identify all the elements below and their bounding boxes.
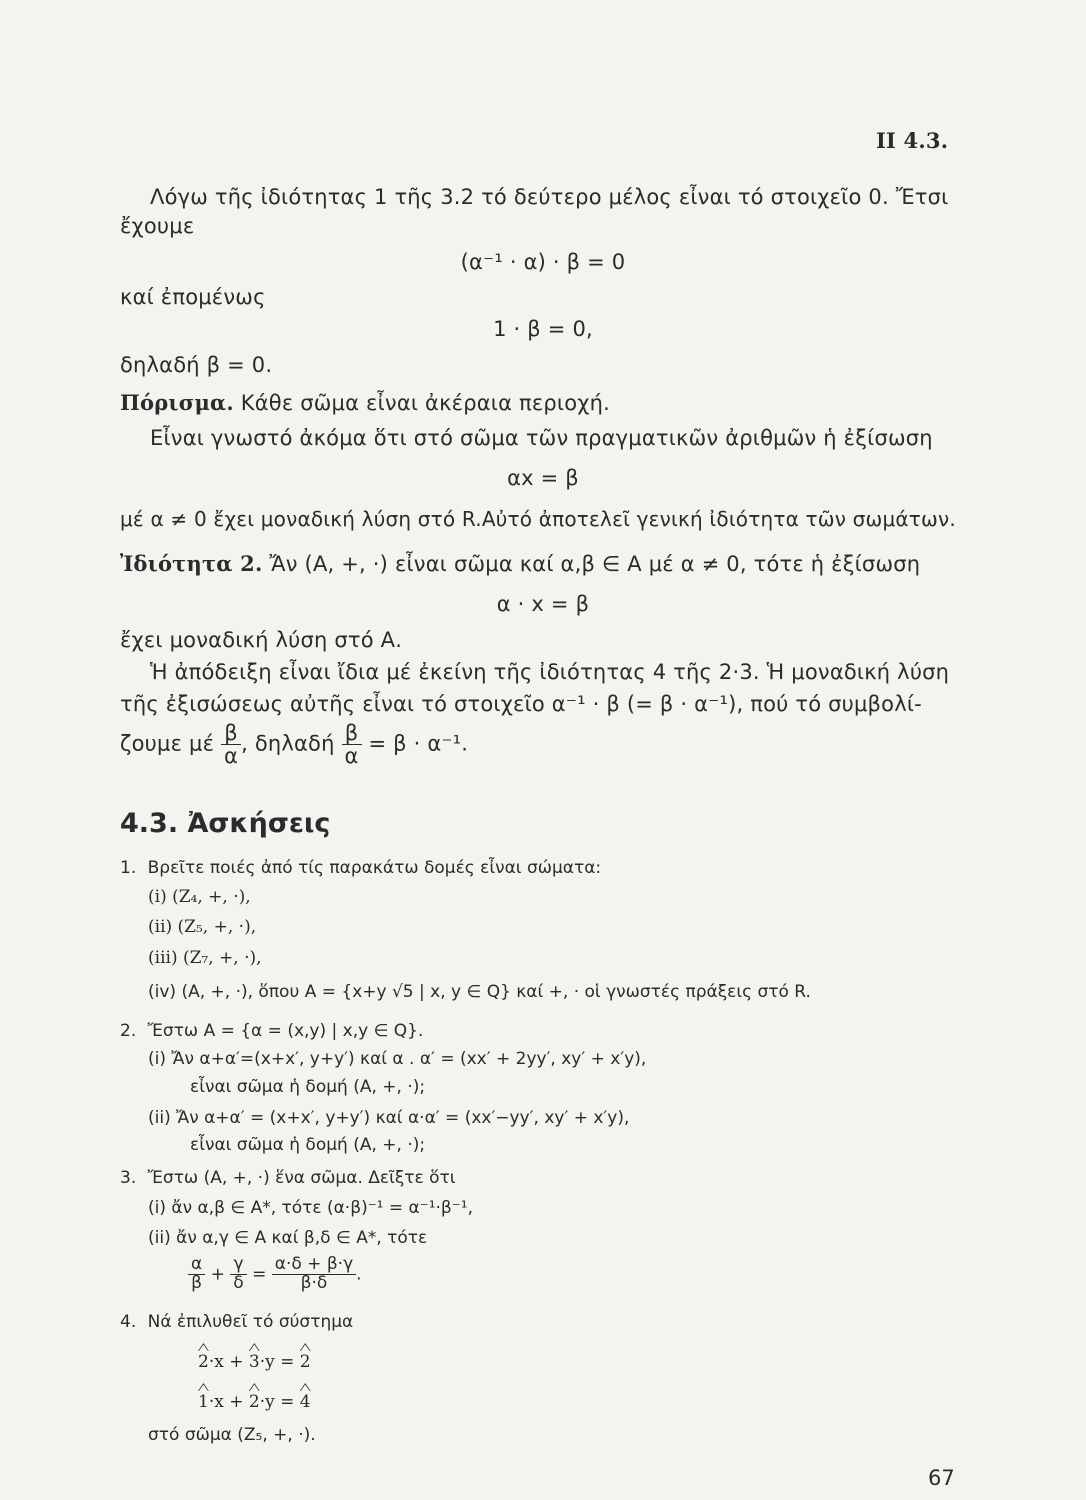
fraction-denominator: δ <box>233 1272 244 1293</box>
list-item: (ii) Ἄν α+α′ = (x+x′, y+y′) καί α·α′ = (xx′−yy′, xy′ + x′y), <box>148 1108 630 1128</box>
list-item: (ii) ἄν α,γ ∈ Α καί β,δ ∈ Α*, τότε <box>148 1228 428 1248</box>
equation: α · x = β <box>496 592 590 616</box>
fraction-numerator: α <box>188 1256 205 1275</box>
text-fragment: , δηλαδή <box>241 731 335 756</box>
exercise-number: 3. <box>120 1168 137 1188</box>
fraction-numerator: β <box>342 722 362 745</box>
text-fragment: ·x + <box>208 1392 249 1412</box>
system-row <box>198 1352 311 1372</box>
fraction-numerator: β <box>221 722 241 745</box>
class-symbol: 3 <box>248 1352 260 1372</box>
fraction <box>188 1256 205 1293</box>
fraction-denominator: β <box>191 1272 203 1293</box>
equals-sign: = <box>252 1264 267 1285</box>
paragraph-line: ἔχει μοναδική λύση στό Α. <box>120 628 403 652</box>
section-title: 4.3. Ἀσκήσεις <box>120 808 331 839</box>
exercise-text: Νά ἐπιλυθεῖ τό σύστημα <box>147 1312 354 1332</box>
page-number: 67 <box>928 1466 955 1490</box>
paragraph-line: ἔχουμε <box>120 214 195 238</box>
section-reference: II 4.3. <box>876 128 949 153</box>
exercise-number: 2. <box>120 1021 137 1041</box>
exercise-1 <box>120 858 601 878</box>
corollary <box>120 390 610 415</box>
text-fragment: ·y = <box>259 1392 300 1412</box>
equation: αx = β <box>507 466 579 490</box>
exercise-number: 1. <box>120 858 137 878</box>
fraction-denominator: α <box>224 744 239 769</box>
list-item: εἶναι σῶμα ἡ δομή (Α, +, ·); <box>190 1135 426 1155</box>
class-symbol: 2 <box>299 1352 311 1372</box>
list-item: (ii) (Z₅, +, ·), <box>148 917 257 937</box>
property-2 <box>120 551 920 576</box>
plus-sign: + <box>210 1264 225 1285</box>
exercise-text: Ἔστω Α = {α = (x,y) | x,y ∈ Q}. <box>147 1021 424 1041</box>
list-item: (i) ἄν α,β ∈ Α*, τότε (α·β)⁻¹ = α⁻¹·β⁻¹, <box>148 1198 473 1218</box>
fraction-denominator: α <box>344 744 359 769</box>
property-label: Ἰδιότητα 2. <box>120 551 263 576</box>
class-symbol: 2 <box>198 1352 209 1372</box>
property-text: Ἄν (Α, +, ·) εἶναι σῶμα καί α,β ∈ Α μέ α ≠ 0, τότε ἡ ἐξίσωση <box>262 552 921 576</box>
paragraph-line: Ἡ ἀπόδειξη εἶναι ἴδια μέ ἐκείνη τῆς ἰδιότητας 4 τῆς 2·3. Ἡ μοναδική λύση <box>150 660 950 684</box>
class-symbol: 1 <box>198 1392 209 1412</box>
equation: (α⁻¹ · α) · β = 0 <box>460 250 626 274</box>
paragraph-line: μέ α ≠ 0 ἔχει μοναδική λύση στό R.Αὐτό ἀποτελεῖ γενική ἰδιότητα τῶν σωμάτων. <box>120 507 956 531</box>
fraction-equation: $\frac{\alpha}{\beta}$ + $\frac{\gamma}{\delta}$ = $\frac{\alpha\cdot\delta + \beta\cdot\gamma}{\beta\cdot\delta}$ . <box>188 1256 362 1293</box>
fraction <box>221 722 241 767</box>
exercise-number: 4. <box>120 1312 137 1332</box>
exercise-text: Ἔστω (Α, +, ·) ἕνα σῶμα. Δεῖξτε ὅτι <box>147 1168 456 1188</box>
paragraph-line <box>120 722 468 767</box>
paragraph-line: Εἶναι γνωστό ἀκόμα ὅτι στό σῶμα τῶν πραγματικῶν ἀριθμῶν ἡ ἐξίσωση <box>150 426 933 450</box>
fraction <box>272 1256 356 1293</box>
text-fragment: = β · α⁻¹. <box>368 731 469 756</box>
class-symbol: 4 <box>299 1392 311 1412</box>
paragraph-line: δηλαδή β = 0. <box>120 353 273 377</box>
exercise-4 <box>120 1312 353 1332</box>
fraction-numerator: γ <box>230 1256 246 1275</box>
text-fragment: ζουμε μέ <box>120 731 215 756</box>
class-symbol: 2 <box>248 1392 260 1412</box>
exercise-3 <box>120 1168 456 1188</box>
list-item: (iii) (Z₇, +, ·), <box>148 948 262 968</box>
fraction-numerator: α·δ + β·γ <box>272 1256 356 1275</box>
list-item: (iv) (Α, +, ·), ὅπου Α = {x+y √5 | x, y ∈ Q} καί +, · οἱ γνωστές πράξεις στό R. <box>148 982 811 1002</box>
paragraph-line: τῆς ἐξισώσεως αὐτῆς εἶναι τό στοιχεῖο α⁻¹ · β (= β · α⁻¹), πού τό συμβολί- <box>120 692 922 716</box>
list-item: εἶναι σῶμα ἡ δομή (Α, +, ·); <box>190 1077 426 1097</box>
corollary-label: Πόρισμα. <box>120 390 234 415</box>
system-row <box>198 1392 311 1412</box>
text-fragment: ·y = <box>259 1352 300 1372</box>
list-item: (i) (Z₄, +, ·), <box>148 887 251 907</box>
fraction <box>342 722 362 767</box>
fraction-denominator: β·δ <box>300 1272 328 1293</box>
list-item: (i) Ἄν α+α′=(x+x′, y+y′) καί α . α′ = (xx′ + 2yy′, xy′ + x′y), <box>148 1049 647 1069</box>
exercise-text: Βρεῖτε ποιές ἀπό τίς παρακάτω δομές εἶναι σώματα: <box>147 858 602 878</box>
paragraph-line: στό σῶμα (Z₅, +, ·). <box>148 1425 316 1445</box>
paragraph-line: Λόγω τῆς ἰδιότητας 1 τῆς 3.2 τό δεύτερο μέλος εἶναι τό στοιχεῖο 0. Ἔτσι <box>150 185 949 209</box>
fraction <box>230 1256 246 1293</box>
corollary-text: Κάθε σῶμα εἶναι ἀκέραια περιοχή. <box>233 391 611 415</box>
equation: 1 · β = 0, <box>493 317 593 341</box>
text-fragment: ·x + <box>208 1352 249 1372</box>
exercise-2 <box>120 1021 423 1041</box>
paragraph-line: καί ἐπομένως <box>120 285 266 309</box>
